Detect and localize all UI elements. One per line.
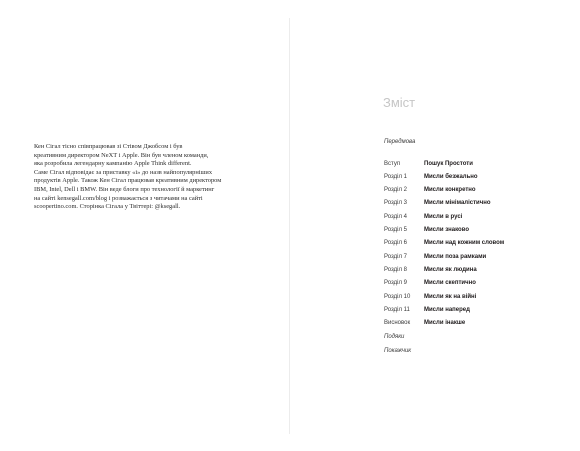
toc-row <box>384 319 564 328</box>
toc-row <box>384 226 564 235</box>
bio-line: Саме Сігал відповідає за приставку «i» до назв найпопулярніших <box>34 168 213 176</box>
toc-row-label: Розділ 9 <box>384 280 407 287</box>
toc-row-chapter: Пошук Простоти <box>424 160 473 167</box>
toc-row <box>384 252 564 261</box>
toc-row-chapter: Мисли знаково <box>424 227 469 233</box>
toc-row-chapter: Мисли поза рамками <box>424 253 487 260</box>
right-page <box>290 0 580 451</box>
toc-row-chapter: Мисли наперед <box>424 306 470 313</box>
toc-row-label: Розділ 1 <box>384 173 407 180</box>
toc-row <box>384 292 564 301</box>
bio-line: на сайті kensegall.com/blog і розважається з читачами на сайті <box>34 194 203 202</box>
toc-row-chapter: Мисли мінімалістично <box>424 200 491 207</box>
toc-row <box>384 172 564 181</box>
toc-row-label: Розділ 2 <box>384 187 407 194</box>
toc-row-chapter: Мисли безжально <box>424 173 478 180</box>
toc-row-chapter: Мисли інакше <box>424 320 466 327</box>
toc-row-chapter: Мисли в русі <box>424 213 463 220</box>
toc-row-chapter: Мисли як людина <box>424 266 477 273</box>
toc-row <box>384 279 564 288</box>
toc-row-label: Розділ 11 <box>384 306 410 313</box>
bio-line: креативним директором NeXT і Apple. Він був членом команди, <box>34 151 209 159</box>
toc-row <box>384 159 564 168</box>
toc-row-chapter: Мисли як на війні <box>424 293 477 300</box>
toc-row <box>384 305 564 314</box>
bio-line: IBM, Intel, Dell і BMW. Він веде блоги про технології й маркетинг <box>34 185 215 193</box>
toc-row <box>384 212 564 221</box>
bio-line: scoopertino.com. Сторінка Сігала у Твіттері: @ksegall. <box>34 203 181 211</box>
toc-row-label: Розділ 8 <box>384 266 407 273</box>
toc-index: Покажчик <box>384 348 412 354</box>
toc-row-label: Розділ 10 <box>384 293 411 300</box>
toc-title: Зміст <box>383 95 416 110</box>
author-bio <box>34 143 274 212</box>
toc-row-label: Розділ 7 <box>384 253 407 260</box>
bio-line: яка розробила легендарну кампанію Apple Think different. <box>34 160 192 168</box>
toc-row-label: Висновок <box>384 320 411 327</box>
toc-row-label: Розділ 3 <box>384 200 407 207</box>
toc-foreword: Передмова <box>384 139 416 145</box>
toc-row <box>384 186 564 195</box>
bio-line: Кен Сігал тісно співпрацював зі Стівом Джобсом і був <box>34 143 183 150</box>
toc-row-label: Розділ 6 <box>384 240 407 247</box>
left-page <box>0 0 289 451</box>
toc-row <box>384 265 564 274</box>
toc-row-label: Вступ <box>384 160 401 167</box>
toc-row-chapter: Мисли скептично <box>424 280 476 287</box>
toc-row-chapter: Мисли конкретно <box>424 187 476 194</box>
toc-row-chapter: Мисли над кожним словом <box>424 240 505 247</box>
toc-row-label: Розділ 4 <box>384 213 407 220</box>
toc-row <box>384 199 564 208</box>
toc-row <box>384 239 564 248</box>
bio-line: продуктів Apple. Також Кен Сігал працював креативним директором <box>34 177 222 185</box>
toc-row-label: Розділ 5 <box>384 227 407 233</box>
toc-afterword: Подяки <box>384 334 405 340</box>
